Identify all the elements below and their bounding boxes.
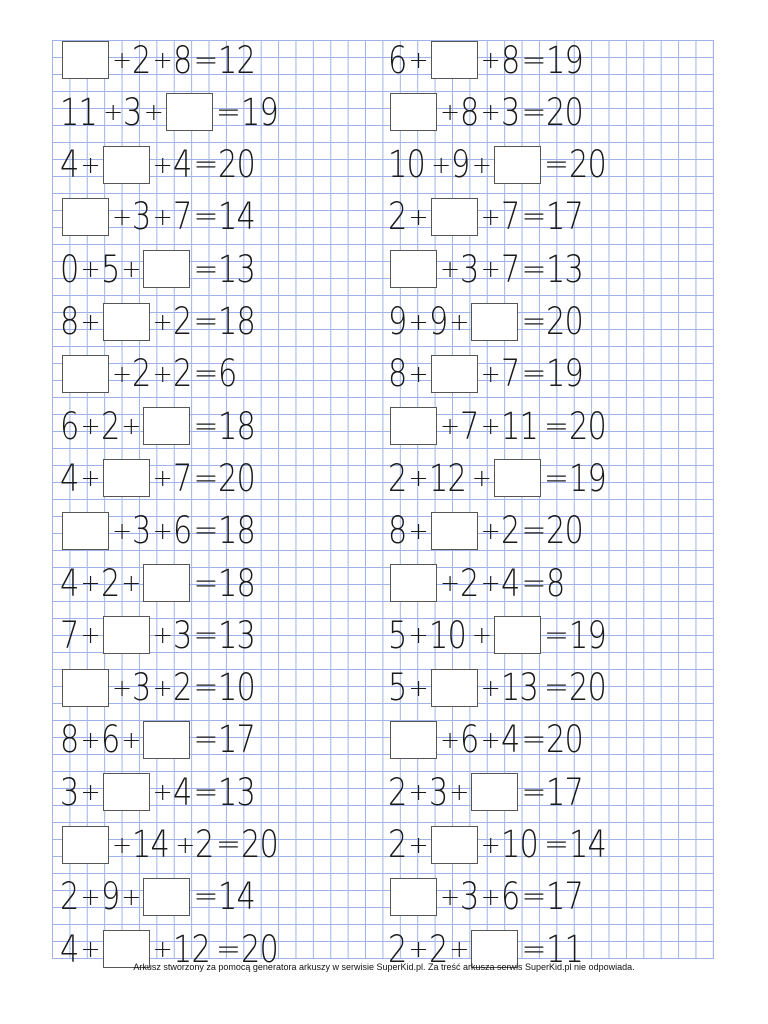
number: 12 — [172, 927, 210, 971]
plus-sign: + — [80, 935, 100, 964]
answer-box[interactable] — [390, 93, 437, 131]
number: 19 — [569, 613, 606, 657]
equation — [60, 353, 238, 395]
number: 10 — [500, 823, 538, 866]
plus-sign: + — [471, 150, 491, 179]
equals-sign: = — [193, 251, 218, 287]
number: 8 — [500, 38, 520, 82]
plus-sign: + — [152, 202, 172, 231]
number: 2 — [100, 404, 120, 448]
plus-sign: + — [480, 516, 500, 545]
equation — [60, 876, 261, 918]
equation — [388, 510, 589, 552]
number: 3 — [132, 195, 151, 239]
plus-sign: + — [408, 778, 428, 807]
equals-sign: = — [521, 513, 546, 549]
answer-box[interactable] — [103, 303, 150, 341]
number: 5 — [388, 666, 407, 710]
number: 13 — [218, 247, 256, 291]
equation — [60, 614, 261, 656]
number: 7 — [172, 456, 192, 500]
equation — [60, 457, 261, 499]
number: 18 — [218, 561, 256, 605]
number: 4 — [500, 561, 520, 605]
plus-sign: + — [431, 150, 451, 179]
answer-box[interactable] — [62, 41, 109, 79]
answer-box[interactable] — [431, 669, 478, 707]
footer-note: Arkusz stworzony za pomocą generatora arkuszy w serwisie SuperKid.pl. Za treść arkusza serwis SuperKid.pl nie odpowiada. — [133, 962, 635, 972]
equation — [60, 39, 261, 81]
number: 13 — [218, 613, 256, 657]
number: 2 — [60, 875, 79, 919]
plus-sign: + — [80, 725, 100, 754]
plus-sign: + — [175, 830, 195, 859]
number: 14 — [132, 823, 170, 866]
number: 11 — [60, 90, 97, 134]
number: 17 — [218, 718, 256, 762]
number: 2 — [172, 666, 192, 710]
number: 14 — [569, 823, 606, 866]
plus-sign: + — [480, 725, 500, 754]
plus-sign: + — [440, 725, 460, 754]
plus-sign: + — [471, 621, 491, 650]
equation — [388, 301, 589, 343]
number: 2 — [132, 352, 151, 396]
plus-sign: + — [440, 569, 460, 597]
answer-box[interactable] — [62, 355, 109, 393]
number: 20 — [569, 143, 606, 187]
plus-sign: + — [112, 673, 132, 702]
number: 4 — [60, 561, 79, 605]
plus-sign: + — [80, 412, 100, 441]
plus-sign: + — [440, 412, 460, 441]
number: 3 — [132, 509, 151, 553]
number: 8 — [60, 300, 79, 343]
equation — [388, 353, 589, 395]
equals-sign: = — [521, 774, 546, 810]
plus-sign: + — [152, 673, 172, 702]
answer-box[interactable] — [471, 303, 518, 341]
number: 17 — [546, 875, 584, 919]
number: 12 — [218, 38, 256, 82]
plus-sign: + — [408, 621, 428, 650]
answer-box[interactable] — [390, 407, 437, 445]
number: 4 — [500, 718, 520, 762]
number: 7 — [500, 352, 520, 396]
equals-sign: = — [521, 879, 546, 915]
plus-sign: + — [152, 516, 172, 545]
plus-sign: + — [143, 98, 163, 127]
plus-sign: + — [440, 255, 460, 284]
equation — [60, 771, 261, 813]
plus-sign: + — [480, 412, 500, 441]
equation — [388, 405, 611, 447]
plus-sign: + — [152, 464, 172, 493]
equals-sign: = — [521, 722, 546, 758]
answer-box[interactable] — [431, 512, 478, 550]
equation — [388, 39, 589, 81]
plus-sign: + — [480, 255, 500, 284]
equals-sign: = — [193, 879, 218, 915]
answer-box[interactable] — [390, 878, 437, 916]
number: 7 — [60, 613, 79, 657]
equals-sign: = — [193, 774, 218, 810]
number: 2 — [100, 561, 120, 605]
equation — [60, 562, 261, 604]
answer-box[interactable] — [494, 616, 541, 654]
plus-sign: + — [440, 882, 460, 911]
equation — [388, 824, 611, 866]
plus-sign: + — [80, 778, 100, 807]
number: 2 — [172, 300, 192, 343]
number: 2 — [388, 927, 407, 971]
number: 2 — [460, 561, 479, 605]
number: 6 — [388, 38, 407, 82]
plus-sign: + — [80, 464, 100, 493]
equals-sign: = — [193, 408, 218, 444]
answer-box[interactable] — [103, 459, 150, 497]
number: 5 — [388, 613, 407, 657]
number: 2 — [500, 509, 520, 553]
number: 20 — [218, 456, 256, 500]
number: 4 — [60, 143, 79, 187]
number: 3 — [172, 613, 192, 657]
plus-sign: + — [112, 202, 132, 231]
answer-box[interactable] — [494, 459, 541, 497]
number: 3 — [60, 770, 79, 814]
plus-sign: + — [408, 830, 428, 859]
number: 12 — [428, 456, 466, 500]
equals-sign: = — [215, 931, 240, 967]
plus-sign: + — [80, 569, 100, 597]
equals-sign: = — [193, 42, 218, 78]
number: 19 — [546, 352, 584, 396]
equals-sign: = — [521, 565, 546, 601]
number: 11 — [546, 927, 584, 971]
equation — [388, 91, 589, 133]
number: 7 — [172, 195, 192, 239]
number: 10 — [428, 613, 466, 657]
number: 2 — [388, 195, 407, 239]
number: 6 — [460, 718, 479, 762]
plus-sign: + — [80, 621, 100, 650]
number: 8 — [60, 718, 79, 762]
plus-sign: + — [480, 830, 500, 859]
number: 2 — [132, 38, 151, 82]
number: 6 — [172, 509, 192, 553]
answer-box[interactable] — [143, 250, 190, 288]
equals-sign: = — [543, 460, 568, 496]
number: 2 — [388, 456, 407, 500]
plus-sign: + — [121, 882, 141, 911]
plus-sign: + — [408, 935, 428, 964]
plus-sign: + — [408, 516, 428, 545]
number: 10 — [388, 143, 425, 187]
answer-box[interactable] — [143, 878, 190, 916]
plus-sign: + — [121, 255, 141, 284]
number: 11 — [500, 404, 538, 448]
answer-box[interactable] — [431, 41, 478, 79]
number: 0 — [60, 247, 79, 291]
number: 20 — [241, 927, 278, 971]
plus-sign: + — [121, 569, 141, 597]
plus-sign: + — [80, 150, 100, 179]
number: 3 — [132, 666, 151, 710]
number: 3 — [428, 770, 448, 814]
number: 20 — [546, 300, 584, 343]
equals-sign: = — [193, 670, 218, 706]
plus-sign: + — [103, 98, 123, 127]
number: 6 — [500, 875, 520, 919]
answer-box[interactable] — [143, 407, 190, 445]
plus-sign: + — [480, 359, 500, 388]
equation — [60, 405, 261, 447]
number: 20 — [241, 823, 278, 866]
equals-sign: = — [543, 617, 568, 653]
equation — [388, 196, 589, 238]
equals-sign: = — [543, 827, 568, 862]
equals-sign: = — [215, 94, 240, 130]
answer-box[interactable] — [390, 721, 437, 759]
number: 20 — [569, 666, 606, 710]
equation — [388, 667, 611, 709]
number: 4 — [172, 143, 192, 187]
answer-box[interactable] — [166, 93, 213, 131]
number: 13 — [546, 247, 584, 291]
equals-sign: = — [193, 147, 218, 183]
number: 7 — [500, 195, 520, 239]
number: 13 — [500, 666, 538, 710]
number: 6 — [218, 352, 237, 396]
equals-sign: = — [521, 42, 546, 78]
plus-sign: + — [408, 307, 428, 336]
number: 5 — [100, 247, 120, 291]
plus-sign: + — [152, 150, 172, 179]
number: 18 — [218, 404, 256, 448]
plus-sign: + — [480, 46, 500, 74]
equation — [60, 144, 261, 186]
number: 20 — [546, 718, 584, 762]
equals-sign: = — [543, 147, 568, 183]
number: 9 — [451, 143, 470, 187]
equals-sign: = — [521, 356, 546, 392]
number: 4 — [60, 927, 79, 971]
answer-box[interactable] — [143, 721, 190, 759]
plus-sign: + — [121, 412, 141, 441]
plus-sign: + — [480, 569, 500, 597]
plus-sign: + — [152, 307, 172, 336]
answer-box[interactable] — [431, 826, 478, 864]
plus-sign: + — [480, 673, 500, 702]
number: 10 — [218, 666, 256, 710]
plus-sign: + — [112, 830, 132, 859]
equals-sign: = — [193, 356, 218, 392]
equation — [388, 144, 611, 186]
plus-sign: + — [80, 255, 100, 284]
number: 20 — [546, 509, 584, 553]
equals-sign: = — [193, 199, 218, 235]
number: 3 — [500, 90, 520, 134]
plus-sign: + — [152, 935, 172, 964]
equation — [388, 771, 589, 813]
equals-sign: = — [193, 722, 218, 758]
number: 9 — [428, 300, 448, 343]
plus-sign: + — [408, 46, 428, 74]
plus-sign: + — [152, 621, 172, 650]
equation — [60, 196, 261, 238]
number: 8 — [546, 561, 565, 605]
number: 6 — [100, 718, 120, 762]
equation — [388, 876, 589, 918]
number: 14 — [218, 875, 256, 919]
equals-sign: = — [193, 565, 218, 601]
answer-box[interactable] — [431, 355, 478, 393]
plus-sign: + — [408, 673, 428, 702]
answer-box[interactable] — [62, 826, 109, 864]
equation — [388, 248, 589, 290]
number: 17 — [546, 195, 584, 239]
equation — [60, 248, 261, 290]
plus-sign: + — [449, 778, 469, 807]
number: 3 — [123, 90, 142, 134]
answer-box[interactable] — [103, 616, 150, 654]
plus-sign: + — [112, 359, 132, 388]
number: 2 — [388, 770, 407, 814]
plus-sign: + — [121, 725, 141, 754]
number: 6 — [60, 404, 79, 448]
answer-box[interactable] — [62, 198, 109, 236]
number: 19 — [569, 456, 606, 500]
answer-box[interactable] — [390, 564, 437, 602]
answer-box[interactable] — [103, 773, 150, 811]
plus-sign: + — [480, 202, 500, 231]
plus-sign: + — [112, 516, 132, 545]
plus-sign: + — [408, 359, 428, 388]
equals-sign: = — [193, 304, 218, 339]
number: 2 — [428, 927, 448, 971]
number: 7 — [460, 404, 479, 448]
plus-sign: + — [152, 359, 172, 388]
number: 13 — [218, 770, 256, 814]
plus-sign: + — [480, 882, 500, 911]
number: 17 — [546, 770, 584, 814]
number: 2 — [388, 823, 407, 866]
number: 4 — [172, 770, 192, 814]
equation — [60, 824, 283, 866]
equation — [388, 719, 589, 761]
plus-sign: + — [449, 307, 469, 336]
answer-box[interactable] — [471, 773, 518, 811]
equals-sign: = — [521, 94, 546, 130]
number: 8 — [388, 352, 407, 396]
equation — [60, 667, 261, 709]
plus-sign: + — [152, 778, 172, 807]
equation — [60, 719, 261, 761]
equals-sign: = — [543, 408, 568, 444]
equals-sign: = — [521, 251, 546, 287]
plus-sign: + — [408, 202, 428, 231]
answer-box[interactable] — [62, 512, 109, 550]
equals-sign: = — [521, 931, 546, 967]
number: 18 — [218, 300, 256, 343]
answer-box[interactable] — [390, 250, 437, 288]
number: 14 — [218, 195, 256, 239]
number: 18 — [218, 509, 256, 553]
answer-box[interactable] — [494, 146, 541, 184]
answer-box[interactable] — [431, 198, 478, 236]
number: 9 — [388, 300, 407, 343]
equals-sign: = — [193, 460, 218, 496]
plus-sign: + — [471, 464, 491, 493]
plus-sign: + — [449, 935, 469, 964]
equation — [388, 614, 611, 656]
plus-sign: + — [80, 307, 100, 336]
equals-sign: = — [521, 199, 546, 235]
answer-box[interactable] — [62, 669, 109, 707]
equals-sign: = — [543, 670, 568, 706]
plus-sign: + — [112, 46, 132, 74]
number: 20 — [569, 404, 606, 448]
number: 2 — [195, 823, 214, 866]
equals-sign: = — [215, 827, 240, 862]
plus-sign: + — [408, 464, 428, 493]
plus-sign: + — [480, 98, 500, 127]
number: 9 — [100, 875, 120, 919]
answer-box[interactable] — [103, 146, 150, 184]
equals-sign: = — [193, 513, 218, 549]
plus-sign: + — [440, 98, 460, 127]
number: 20 — [218, 143, 256, 187]
number: 8 — [460, 90, 479, 134]
equation — [60, 510, 261, 552]
number: 8 — [172, 38, 192, 82]
equals-sign: = — [521, 304, 546, 339]
plus-sign: + — [152, 46, 172, 74]
answer-box[interactable] — [143, 564, 190, 602]
number: 3 — [460, 247, 479, 291]
number: 8 — [388, 509, 407, 553]
number: 7 — [500, 247, 520, 291]
equation — [60, 301, 261, 343]
number: 19 — [241, 90, 278, 134]
number: 19 — [546, 38, 584, 82]
number: 4 — [60, 456, 79, 500]
number: 2 — [172, 352, 192, 396]
number: 20 — [546, 90, 584, 134]
equation — [388, 457, 611, 499]
plus-sign: + — [80, 882, 100, 911]
equation — [60, 91, 283, 133]
equation — [388, 562, 566, 604]
equals-sign: = — [193, 617, 218, 653]
number: 3 — [460, 875, 479, 919]
